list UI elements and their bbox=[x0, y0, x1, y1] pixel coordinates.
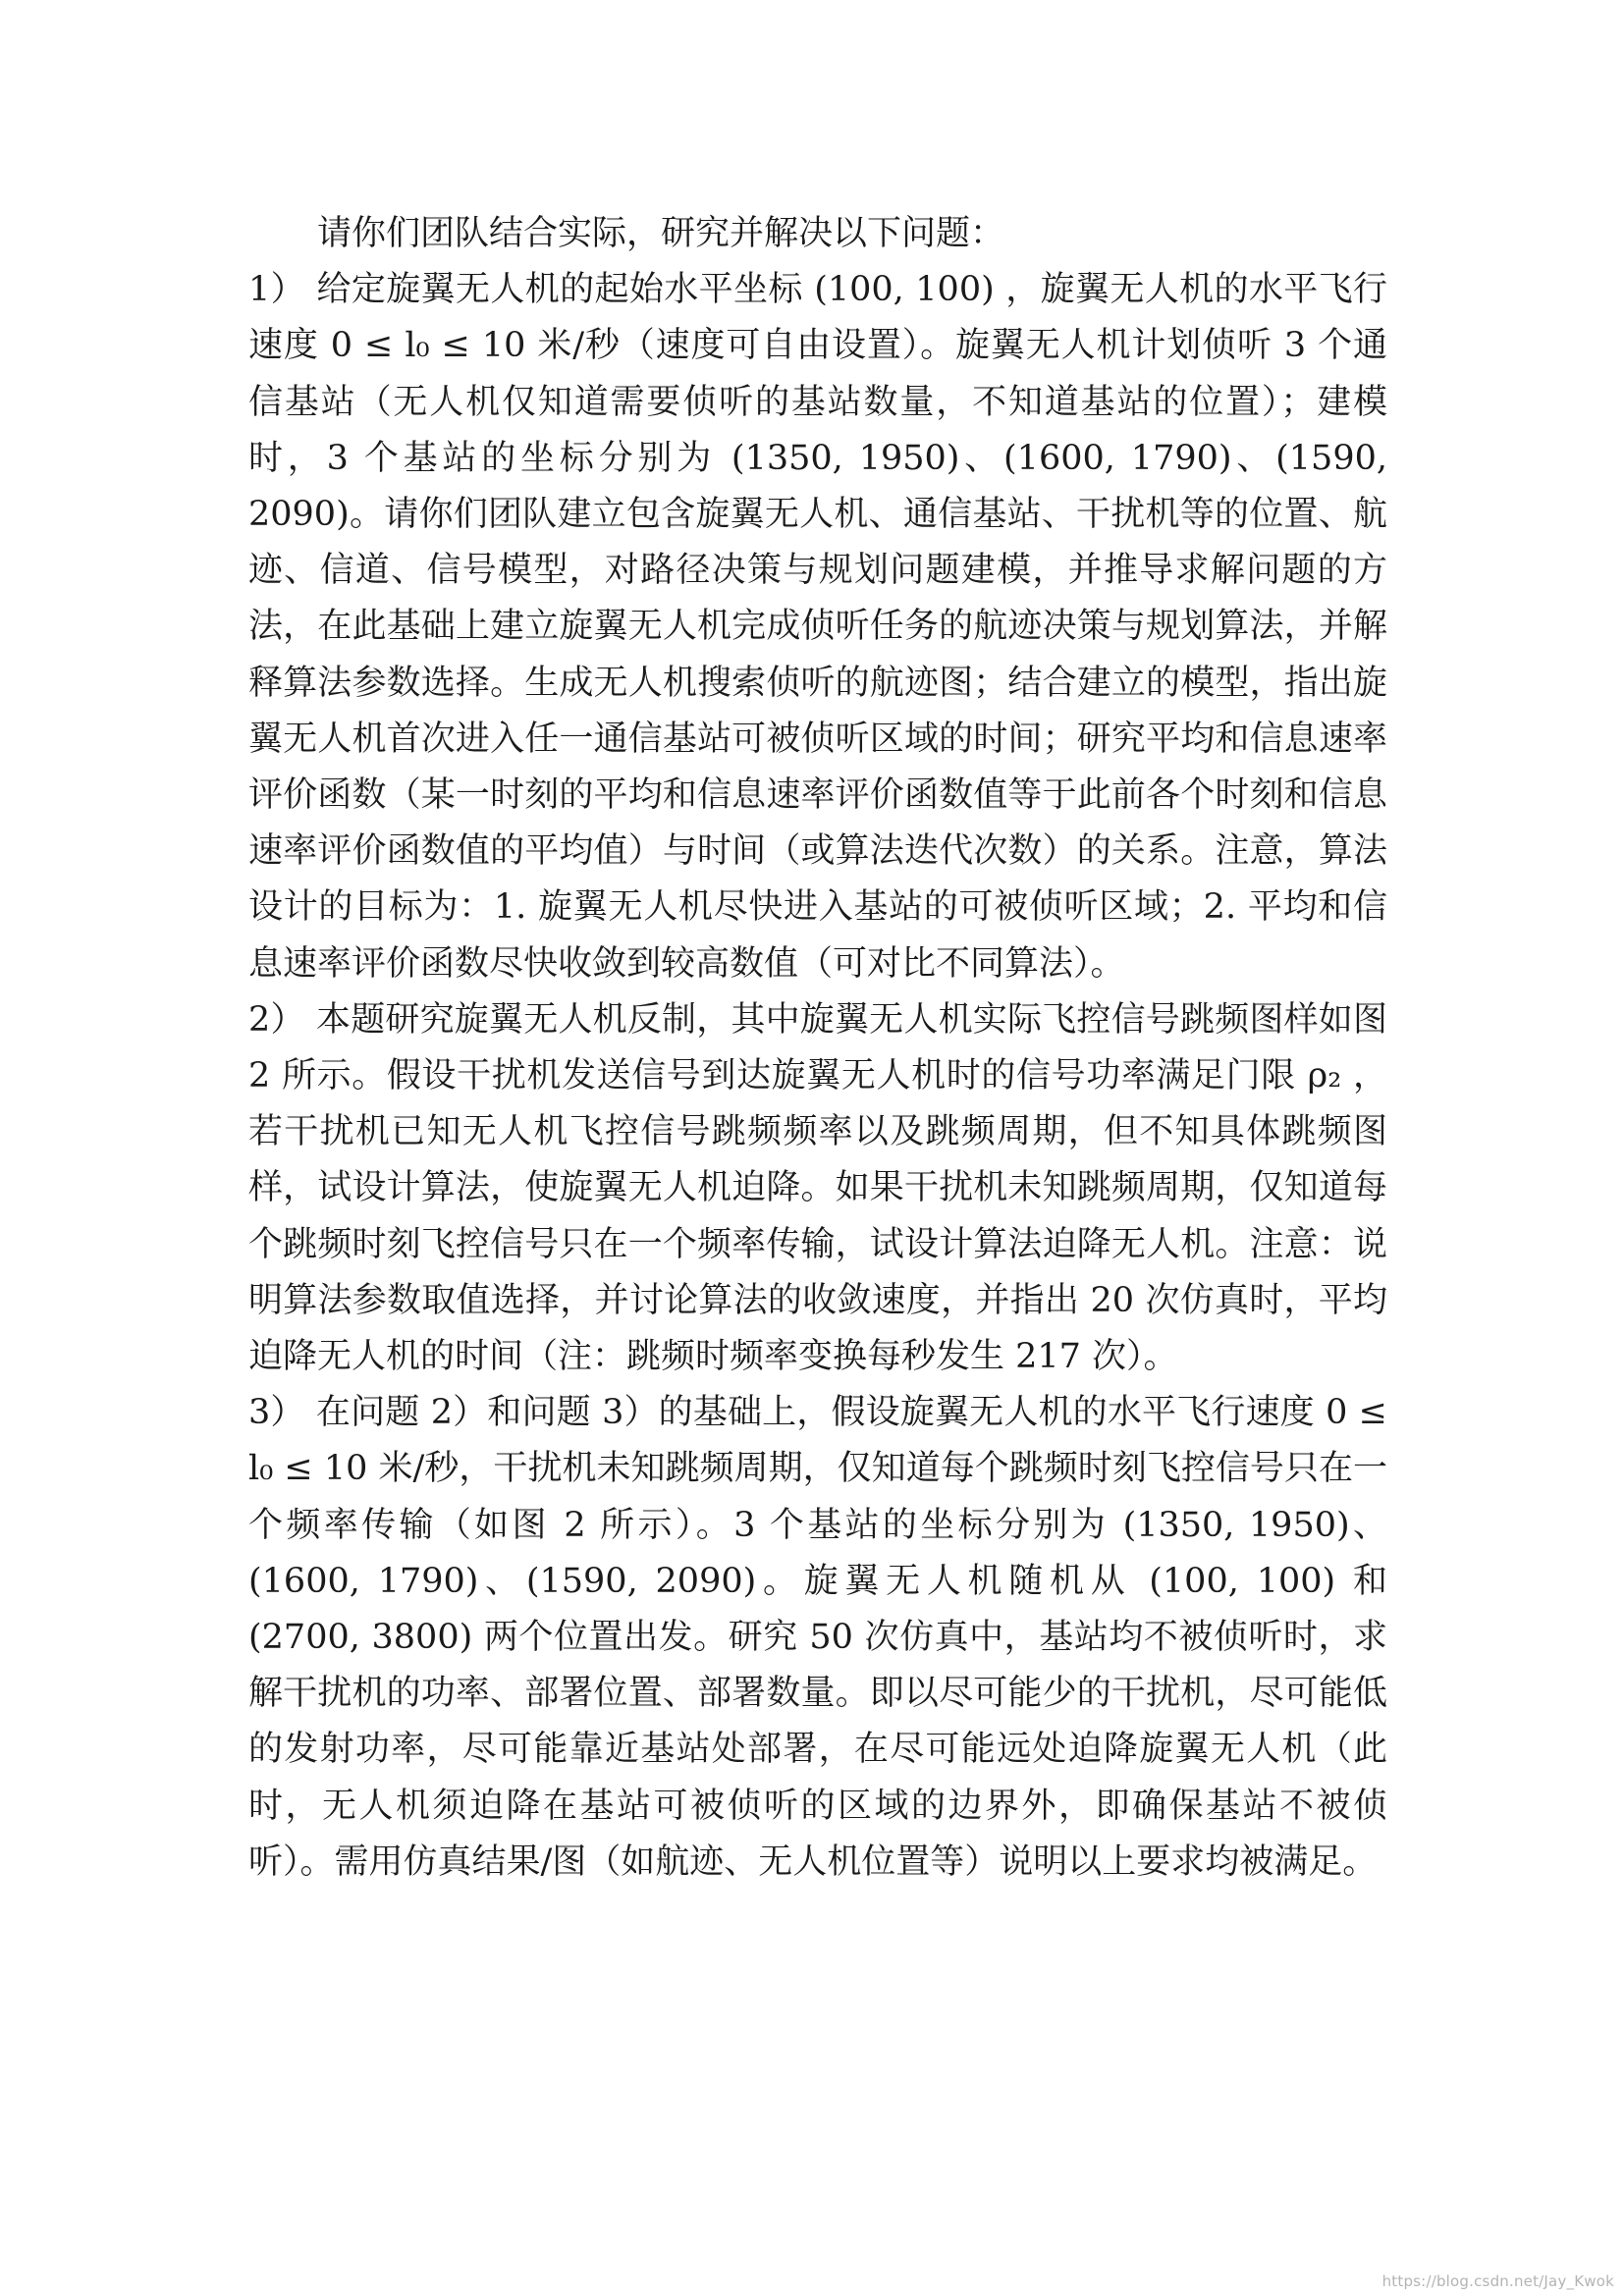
question-1-text: 给定旋翼无人机的起始水平坐标 (100, 100) ，旋翼无人机的水平飞行速度 0 ≤ l₀ ≤ 10 米/秒（速度可自由设置）。旋翼无人机计划侦听 3 个通信基站（无人机仅知道需要侦听的基站数量，不知道基站的位置）；建模时，3 个基站的坐标分别为 (1350, 1950)、(1600, 1790)、(1590, 2090)。请你们团队建立包含旋翼无人机、通信基站、干扰机等的位置、航迹、信道、信号模型，对路径决策与规划问题建模，并推导求解问题的方法，在此基础上建立旋翼无人机完成侦听任务的航迹决策与规划算法，并解释算法参数选择。生成无人机搜索侦听的航迹图；结合建立的模型，指出旋翼无人机首次进入任一通信基站可被侦听区域的时间；研究平均和信息速率评价函数（某一时刻的平均和信息速率评价函数值等于此前各个时刻和信息速率评价函数值的平均值）与时间（或算法迭代次数）的关系。注意，算法设计的目标为：1. 旋翼无人机尽快进入基站的可被侦听区域；2. 平均和信息速率评价函数尽快收敛到较高数值（可对比不同算法）。 bbox=[248, 270, 1387, 984]
watermark-url: https://blog.csdn.net/Jay_Kwok bbox=[1381, 2272, 1614, 2290]
question-2-text: 本题研究旋翼无人机反制，其中旋翼无人机实际飞控信号跳频图样如图 2 所示。假设干扰机发送信号到达旋翼无人机时的信号功率满足门限 ρ₂ ，若干扰机已知无人机飞控信号跳频频率以及跳频周期，但不知具体跳频图样，试设计算法，使旋翼无人机迫降。如果干扰机未知跳频周期，仅知道每个跳频时刻飞控信号只在一个频率传输，试设计算法迫降无人机。注意：说明算法参数取值选择，并讨论算法的收敛速度，并指出 20 次仿真时，平均迫降无人机的时间（注：跳频时频率变换每秒发生 217 次）。 bbox=[248, 999, 1387, 1377]
question-2-paragraph bbox=[248, 992, 1387, 1385]
question-1-paragraph bbox=[248, 262, 1387, 992]
intro-paragraph: 请你们团队结合实际，研究并解决以下问题： bbox=[317, 214, 1005, 253]
question-3-paragraph bbox=[248, 1385, 1387, 1891]
question-3-label: 3） bbox=[248, 1393, 305, 1433]
question-3-text: 在问题 2）和问题 3）的基础上，假设旋翼无人机的水平飞行速度 0 ≤ l₀ ≤ 10 米/秒，干扰机未知跳频周期，仅知道每个跳频时刻飞控信号只在一个频率传输（如图 2 所示）。3 个基站的坐标分别为 (1350, 1950)、(1600, 1790)、(1590, 2090)。旋翼无人机随机从 (100, 100) 和 (2700, 3800) 两个位置出发。研究 50 次仿真中，基站均不被侦听时，求解干扰机的功率、部署位置、部署数量。即以尽可能少的干扰机，尽可能低的发射功率，尽可能靠近基站处部署，在尽可能远处迫降旋翼无人机（此时，无人机须迫降在基站可被侦听的区域的边界外，即确保基站不被侦听）。需用仿真结果/图（如航迹、无人机位置等）说明以上要求均被满足。 bbox=[248, 1393, 1387, 1882]
question-2-label: 2） bbox=[248, 999, 305, 1040]
question-1-label: 1） bbox=[248, 270, 306, 310]
document-body bbox=[248, 206, 1387, 1891]
